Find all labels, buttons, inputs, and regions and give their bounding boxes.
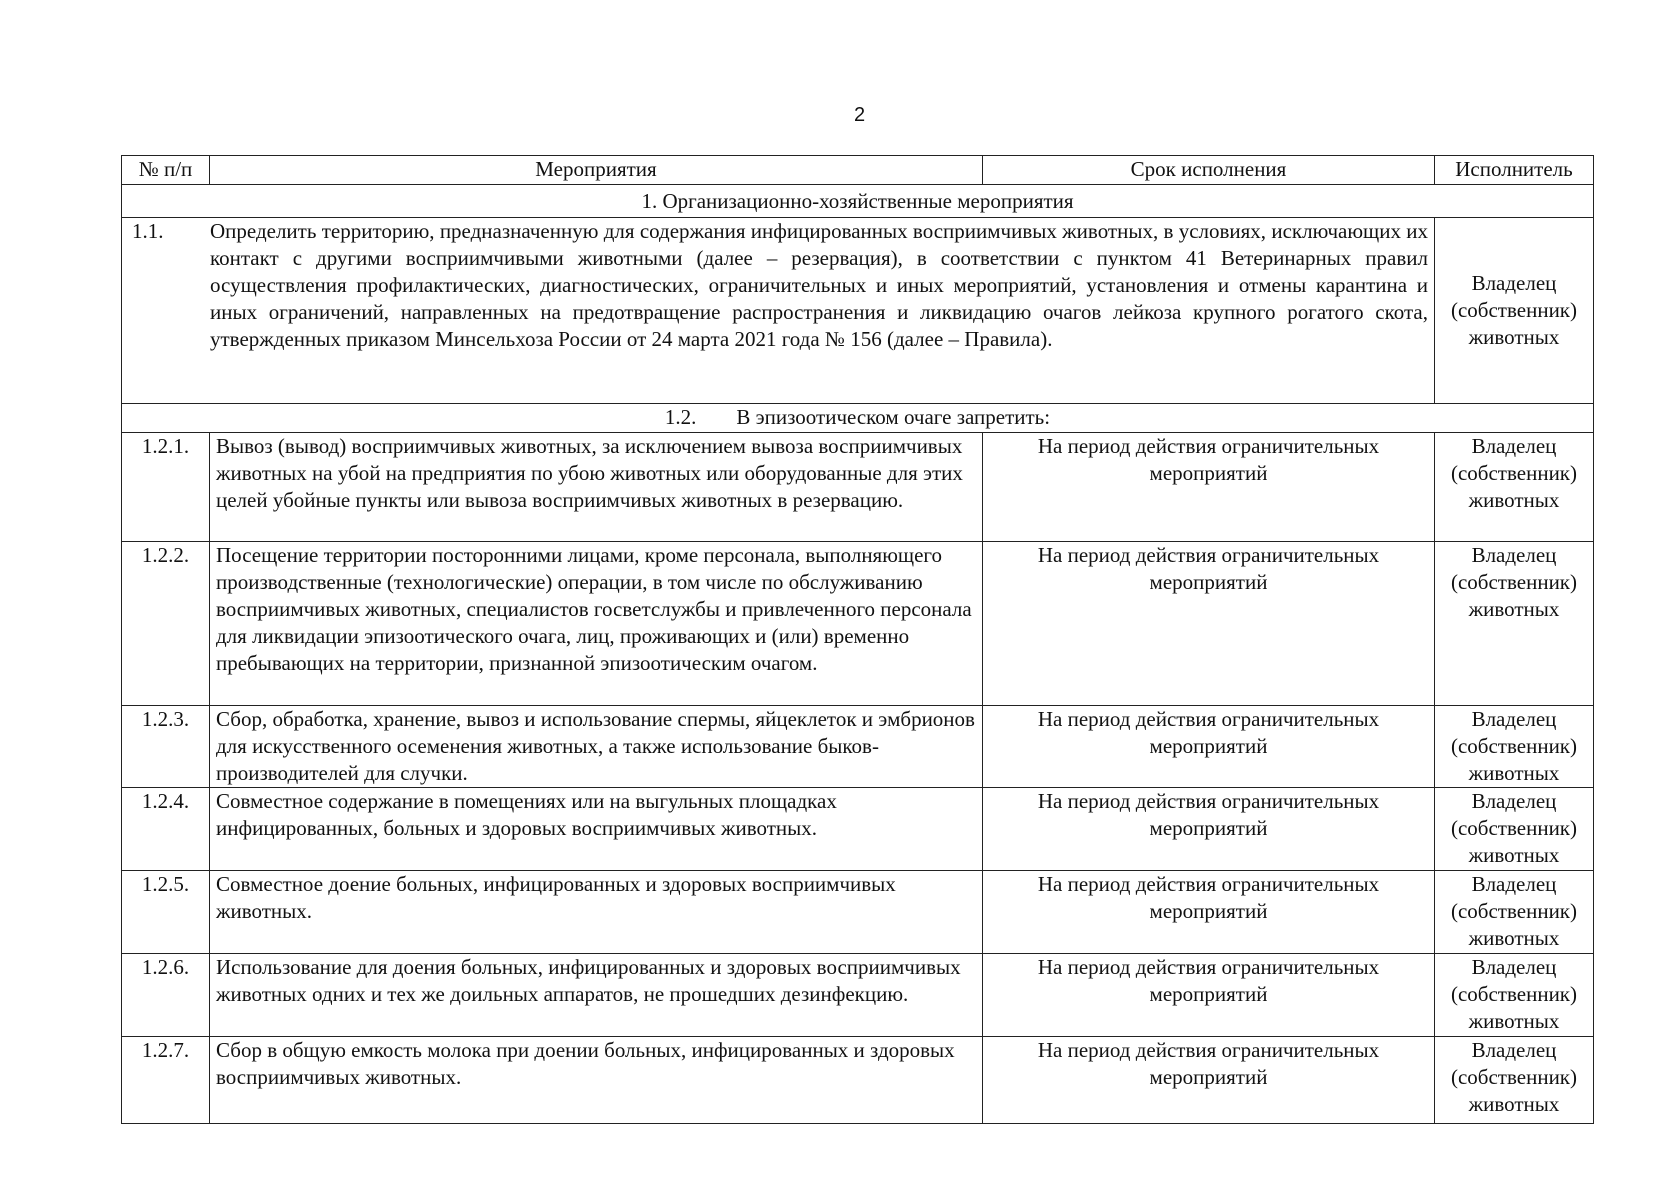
row-executor: Владелец (собственник) животных bbox=[1435, 542, 1594, 706]
row-executor: Владелец (собственник) животных bbox=[1435, 871, 1594, 954]
table-row bbox=[122, 788, 1594, 871]
row-executor: Владелец (собственник) животных bbox=[1435, 706, 1594, 788]
row-text: Вывоз (вывод) восприимчивых животных, за исключением вывоза восприимчивых животных на убой на предприятия по убою животных или оборудованные для этих целей убойные пункты или вывоза восприимчивых животных в резервацию. bbox=[210, 433, 983, 542]
row-text: Сбор, обработка, хранение, вывоз и использование спермы, яйцеклеток и эмбрионов для искусственного осеменения животных, а также использование быков-производителей для случки. bbox=[210, 706, 983, 788]
row-num: 1.2.7. bbox=[122, 1037, 210, 1124]
header-num: № п/п bbox=[122, 156, 210, 185]
row-num: 1.2.5. bbox=[122, 871, 210, 954]
row-text: Совместное содержание в помещениях или на выгульных площадках инфицированных, больных и здоровых восприимчивых животных. bbox=[210, 788, 983, 871]
row-num: 1.2.2. bbox=[122, 542, 210, 706]
header-activity: Мероприятия bbox=[210, 156, 983, 185]
table-row bbox=[122, 954, 1594, 1037]
row-num: 1.1. bbox=[132, 219, 164, 243]
table-row bbox=[122, 871, 1594, 954]
table-row bbox=[122, 433, 1594, 542]
row-executor: Владелец (собственник) животных bbox=[1435, 433, 1594, 542]
table-row bbox=[122, 706, 1594, 788]
row-num: 1.2.6. bbox=[122, 954, 210, 1037]
row-term: На период действия ограничительных мероприятий bbox=[983, 954, 1435, 1037]
row-text: Сбор в общую емкость молока при доении больных, инфицированных и здоровых восприимчивых животных. bbox=[210, 1037, 983, 1124]
row-text: Использование для доения больных, инфицированных и здоровых восприимчивых животных одних и тех же доильных аппаратов, не прошедших дезинфекцию. bbox=[210, 954, 983, 1037]
table-header-row bbox=[122, 156, 1594, 185]
row-term: На период действия ограничительных мероприятий bbox=[983, 788, 1435, 871]
header-executor: Исполнитель bbox=[1435, 156, 1594, 185]
row-term: На период действия ограничительных мероприятий bbox=[983, 706, 1435, 788]
subsection-num: 1.2. bbox=[664, 405, 697, 429]
subsection-title-row bbox=[122, 404, 1594, 433]
row-text: Совместное доение больных, инфицированных и здоровых восприимчивых животных. bbox=[210, 871, 983, 954]
subsection-title bbox=[122, 404, 1594, 433]
page-number: 2 bbox=[853, 104, 866, 126]
table-row bbox=[122, 218, 1594, 404]
row-executor: Владелец (собственник) животных bbox=[1435, 1037, 1594, 1124]
section-title: 1. Организационно-хозяйственные мероприятия bbox=[122, 185, 1594, 218]
table-row bbox=[122, 1037, 1594, 1124]
row-term: На период действия ограничительных мероприятий bbox=[983, 433, 1435, 542]
row-text: Посещение территории посторонними лицами, кроме персонала, выполняющего производственные (технологические) операции, в том числе по обслуживанию восприимчивых животных, специалистов госветслужбы и привлеченного персонала для ликвидации эпизоотического очага, лиц, проживающих и (или) временно пребывающих на территории, признанной эпизоотическим очагом. bbox=[210, 542, 983, 706]
subsection-text: В эпизоотическом очаге запретить: bbox=[736, 405, 1051, 429]
row-text: Определить территорию, предназначенную для содержания инфицированных восприимчивых животных, в условиях, исключающих их контакт с другими восприимчивыми животными (далее – резервация), в соответствии с пунктом 41 Ветеринарных правил осуществления профилактических, диагностических, ограничительных и иных мероприятий, установления и отмены карантина и иных ограничений, направленных на предотвращение распространения и ликвидацию очагов лейкоза крупного рогатого скота, утвержденных приказом Минсельхоза России от 24 марта 2021 года № 156 (далее – Правила). bbox=[210, 219, 1428, 351]
row-term: На период действия ограничительных мероприятий bbox=[983, 542, 1435, 706]
row-executor: Владелец (собственник) животных bbox=[1435, 788, 1594, 871]
table-row bbox=[122, 542, 1594, 706]
measures-table bbox=[121, 155, 1594, 1124]
section-title-row bbox=[122, 185, 1594, 218]
header-term: Срок исполнения bbox=[983, 156, 1435, 185]
row-num: 1.2.1. bbox=[122, 433, 210, 542]
row-num: 1.2.4. bbox=[122, 788, 210, 871]
row-executor: Владелец (собственник) животных bbox=[1435, 954, 1594, 1037]
row-term: На период действия ограничительных мероприятий bbox=[983, 1037, 1435, 1124]
row-1-1-cell bbox=[122, 218, 1435, 404]
row-num: 1.2.3. bbox=[122, 706, 210, 788]
row-executor: Владелец (собственник) животных bbox=[1435, 218, 1594, 404]
row-term: На период действия ограничительных мероприятий bbox=[983, 871, 1435, 954]
